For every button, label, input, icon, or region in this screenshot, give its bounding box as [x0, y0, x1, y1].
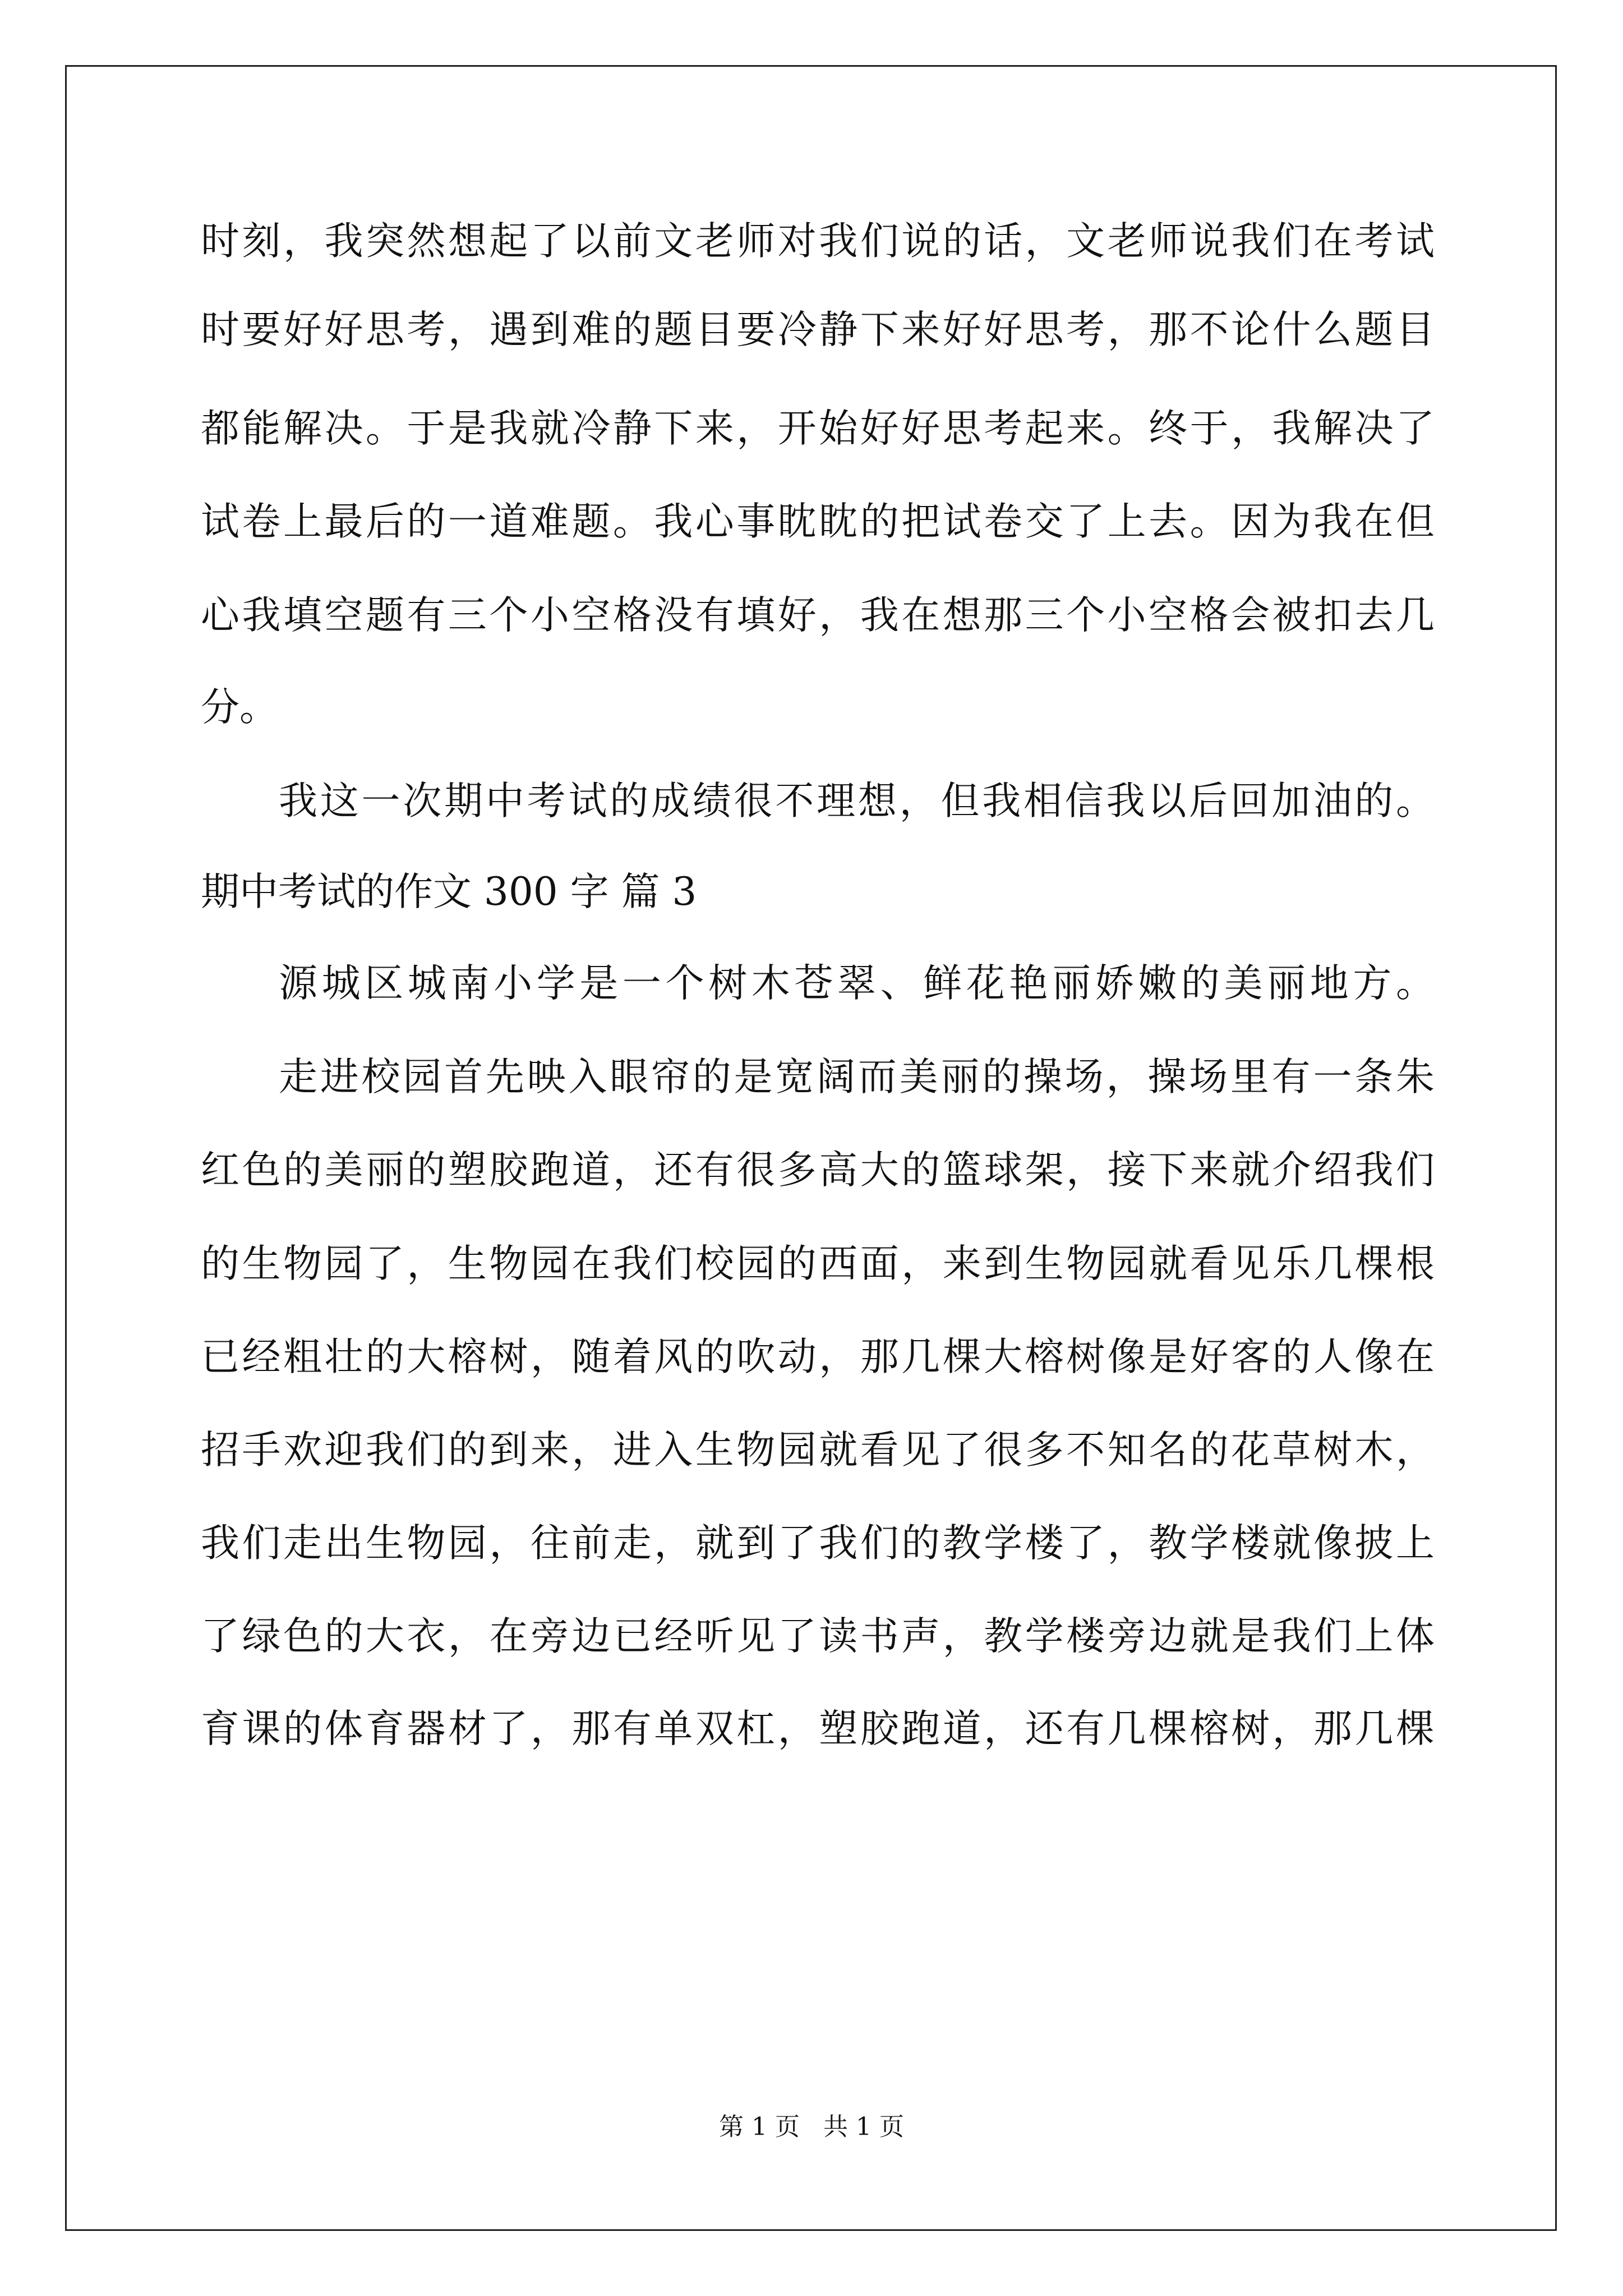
paragraph-4-line-4: 已经粗壮的大榕树，随着风的吹动，那几棵大榕树像是好客的人像在: [201, 1335, 1435, 1379]
paragraph-1-line-5: 心我填空题有三个小空格没有填好，我在想那三个小空格会被扣去几: [201, 593, 1435, 638]
paragraph-1-line-2: 时要好好思考，遇到难的题目要冷静下来好好思考，那不论什么题目: [201, 307, 1435, 352]
paragraph-4-line-5: 招手欢迎我们的到来，进入生物园就看见了很多不知名的花草树木，: [201, 1428, 1435, 1473]
paragraph-4-line-8: 育课的体育器材了，那有单双杠，塑胶跑道，还有几棵榕树，那几棵: [201, 1706, 1435, 1751]
paragraph-4-line-2: 红色的美丽的塑胶跑道，还有很多高大的篮球架，接下来就介绍我们: [201, 1148, 1435, 1193]
paragraph-1-line-3: 都能解决。于是我就冷静下来，开始好好思考起来。终于，我解决了: [201, 406, 1435, 451]
paragraph-1-line-6: 分。: [201, 685, 278, 730]
paragraph-4-line-7: 了绿色的大衣，在旁边已经听见了读书声，教学楼旁边就是我们上体: [201, 1614, 1435, 1659]
paragraph-4-line-3: 的生物园了，生物园在我们校园的西面，来到生物园就看见乐几棵根: [201, 1241, 1435, 1286]
paragraph-4-line-1: 走进校园首先映入眼帘的是宽阔而美丽的操场，操场里有一条朱: [279, 1055, 1435, 1099]
paragraph-4-line-6: 我们走出生物园，往前走，就到了我们的教学楼了，教学楼就像披上: [201, 1521, 1435, 1566]
paragraph-3: 源城区城南小学是一个树木苍翠、鲜花艳丽娇嫩的美丽地方。: [279, 961, 1435, 1006]
page-footer: 第 1 页 共 1 页: [719, 2113, 904, 2141]
paragraph-1-line-4: 试卷上最后的一道难题。我心事眈眈的把试卷交了上去。因为我在但: [201, 499, 1435, 544]
paragraph-1-line-1: 时刻，我突然想起了以前文老师对我们说的话，文老师说我们在考试: [201, 219, 1435, 264]
paragraph-2: 我这一次期中考试的成绩很不理想，但我相信我以后回加油的。: [279, 779, 1435, 823]
section-heading: 期中考试的作文 300 字 篇 3: [201, 869, 697, 914]
